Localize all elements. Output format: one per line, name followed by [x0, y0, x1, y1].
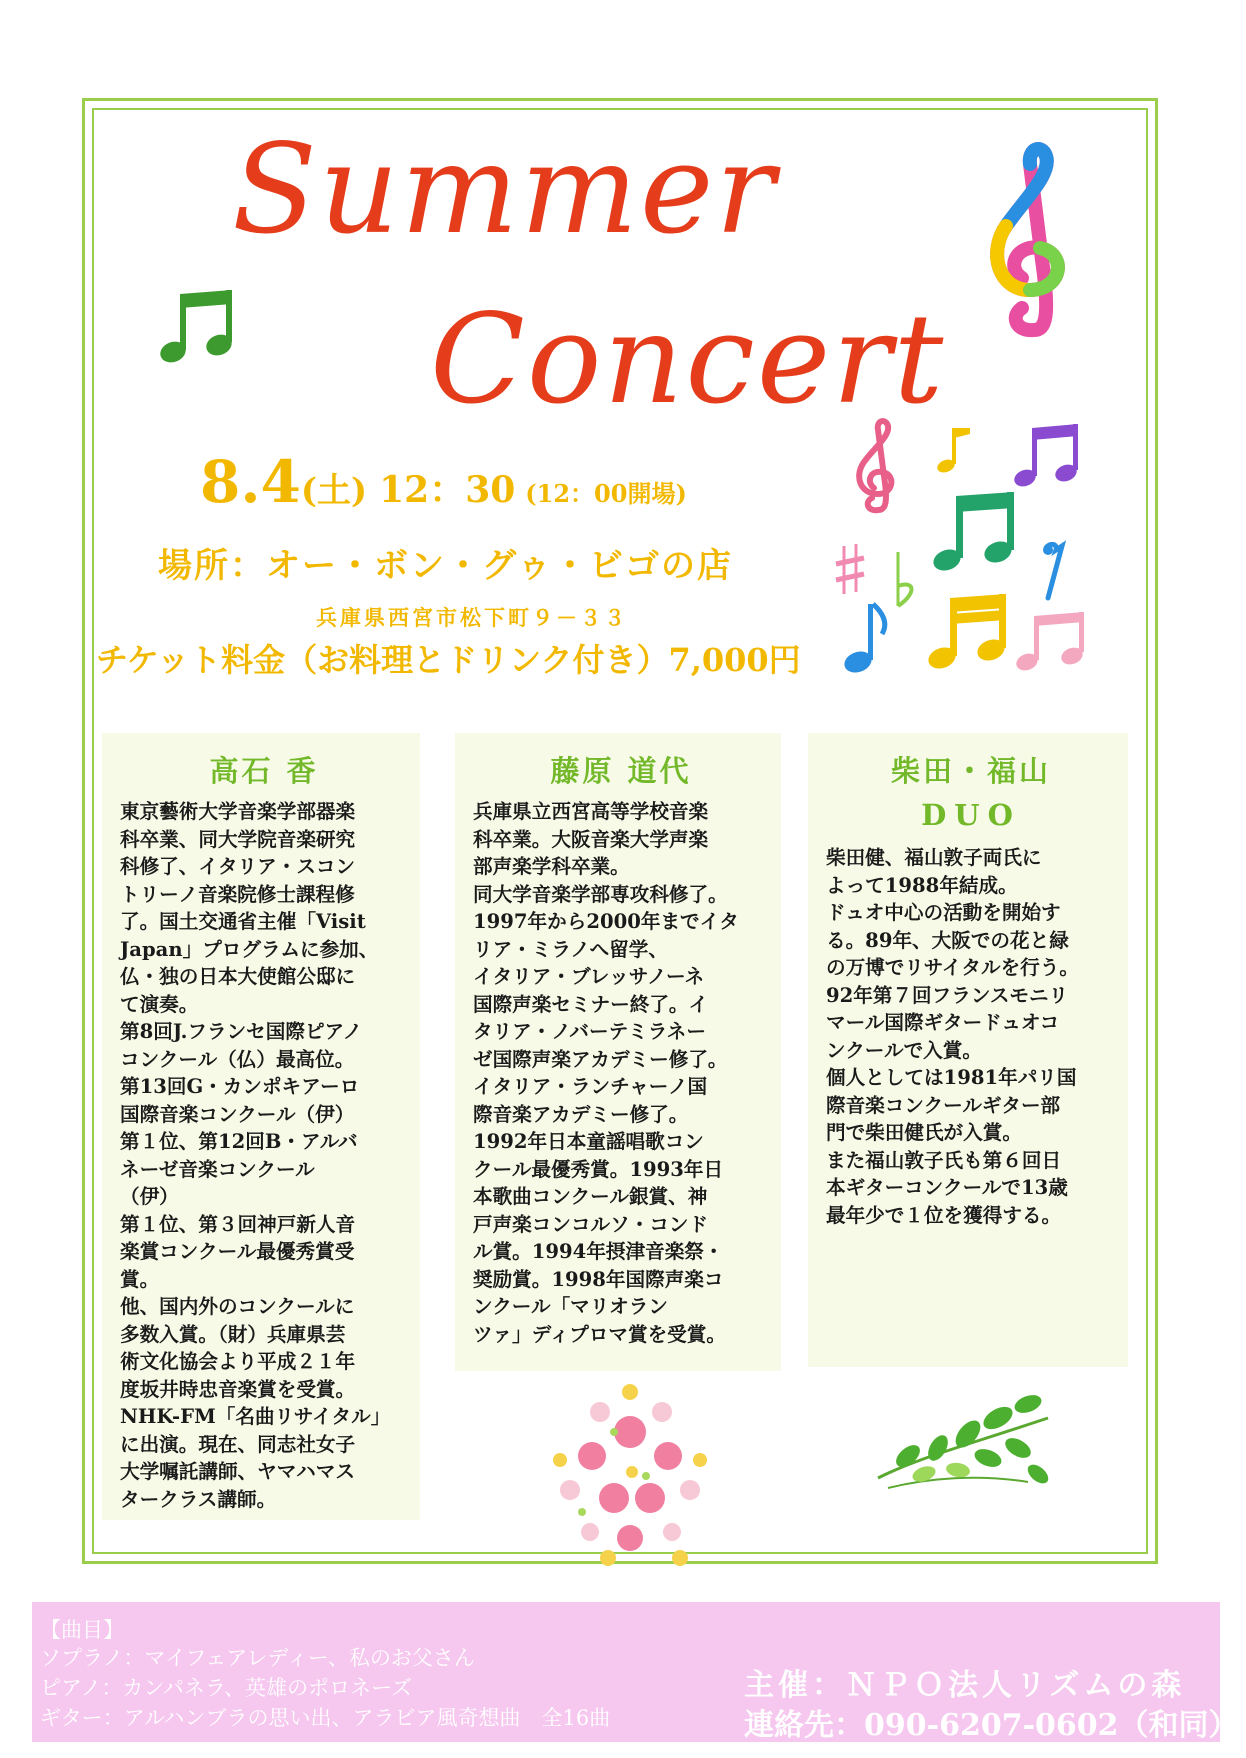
bio-line: トリーノ音楽院修士課程修 [120, 882, 355, 906]
bio-line: 際音楽アカデミー修了。 [473, 1102, 689, 1126]
event-date-line [200, 448, 687, 516]
bio-line: NHK-FM「名曲リサイタル」 [120, 1405, 391, 1428]
bio-line: 奨励賞。1998年国際声楽コ [473, 1267, 724, 1291]
bio-line: 賞。 [120, 1267, 160, 1291]
bio-line: 東京藝術大学音楽学部器楽 [120, 800, 356, 823]
event-day: (土) [300, 471, 368, 511]
bio-line: 科卒業、同大学院音楽研究 [120, 827, 356, 851]
bio-line: 際音楽コンクールギター部 [826, 1093, 1061, 1117]
title-concert: Concert [430, 288, 946, 432]
bio-line: 大学嘱託講師、ヤマハマス [120, 1460, 355, 1483]
sharp-pink-icon [834, 544, 866, 596]
program-piano: ピアノ：カンパネラ、英雄のポロネーズ [40, 1676, 413, 1700]
eighth-notes-pink-icon [1014, 610, 1088, 676]
bio-line: 科卒業。大阪音楽大学声楽 [473, 827, 709, 851]
performer-bio [826, 844, 1116, 1229]
treble-clef-pink-icon [850, 416, 902, 516]
event-venue: 場所：オー・ボン・グゥ・ビゴの店 [158, 546, 733, 586]
ticket-price: チケット料金（お料理とドリンク付き）7,000円 [96, 641, 801, 679]
bio-line: 科修了、イタリア・スコン [120, 855, 356, 878]
organizer: 主催：ＮＰＯ法人リズムの森 [744, 1668, 1186, 1703]
title-summer: Summer [232, 118, 777, 262]
bio-line: 第１位、第12回B・アルバ [120, 1130, 358, 1153]
bio-line: て演奏。 [120, 992, 199, 1016]
contact-info: 連絡先：090-6207-0602（和同） [744, 1708, 1239, 1743]
bio-line: リア・ミラノへ留学、 [473, 937, 668, 961]
bio-line: ツァ」ディプロマ賞を受賞。 [473, 1322, 726, 1346]
bio-line: 国際音楽コンクール（伊） [120, 1102, 355, 1126]
bio-line: 柴田健、福山敦子両氏に [826, 846, 1042, 869]
performer-bio [473, 798, 769, 1348]
bio-line: 本ギターコンクールで13歳 [826, 1176, 1068, 1199]
bio-line: 第8回J.フランセ国際ピアノ [120, 1020, 363, 1043]
bio-line: ゼ国際声楽アカデミー修了。 [473, 1047, 728, 1071]
performer-bio [120, 798, 408, 1513]
music-note-blue-icon [840, 600, 890, 680]
event-time: 12：30 [379, 469, 516, 511]
flat-green-icon [890, 550, 922, 610]
footer-band [32, 1602, 1239, 1743]
bio-line: よって1988年結成。 [826, 873, 1018, 897]
performer-name: 藤原 道代 [550, 754, 692, 788]
bio-line: また福山敦子氏も第６回日 [826, 1148, 1062, 1172]
flower-arrangement-icon [530, 1372, 730, 1572]
bio-line: （伊） [120, 1185, 179, 1208]
bio-line: 第13回G・カンポキアーロ [120, 1075, 360, 1098]
bio-line: コンクール（仏）最高位。 [120, 1047, 355, 1071]
bio-line: 1992年日本童謡唱歌コン [473, 1130, 704, 1153]
event-date: 8.4 [200, 448, 301, 516]
bio-line: 1997年から2000年までイタ [473, 910, 739, 933]
bio-line: 了。国土交通省主催「Visit [120, 910, 366, 933]
bio-line: イタリア・ランチャーノ国 [473, 1075, 708, 1098]
bio-line: 第１位、第３回神戸新人音 [120, 1212, 356, 1236]
event-address: 兵庫県西宮市松下町９－３３ [316, 605, 628, 630]
program-guitar: ギター：アルハンブラの思い出、アラビア風奇想曲 全16曲 [40, 1706, 611, 1730]
eighth-notes-green-icon [158, 288, 240, 370]
bio-line: 兵庫県立西宮高等学校音楽 [473, 800, 709, 823]
performer-panel-duo [808, 733, 1128, 1367]
bio-line: 部声楽学科卒業。 [473, 855, 630, 878]
bio-line: ドュオ中心の活動を開始す [826, 901, 1061, 924]
bio-line: の万博でリサイタルを行う。 [826, 956, 1079, 979]
treble-clef-rainbow-icon [976, 140, 1086, 340]
bio-line: ネーゼ音楽コンクール [120, 1157, 315, 1181]
eighth-notes-green-outline-icon [930, 490, 1020, 580]
performer-name: 高石 香 [209, 754, 319, 788]
bio-line: ンクール「マリオラン [473, 1295, 668, 1318]
bio-line: クール最優秀賞。1993年日 [473, 1157, 724, 1181]
bio-line: マール国際ギタードュオコ [826, 1011, 1060, 1034]
event-doors: (12：00開場) [525, 479, 687, 508]
bio-line: 国際声楽セミナー終了。イ [473, 992, 709, 1016]
program-soprano: ソプラノ：マイフェアレディー、私のお父さん [40, 1646, 475, 1670]
green-leaves-icon [868, 1378, 1058, 1508]
bio-line: 度坂井時忠音楽賞を受賞。 [120, 1377, 356, 1401]
program-heading: 【曲目】 [40, 1618, 124, 1642]
bio-line: 多数入賞。（財）兵庫県芸 [120, 1322, 346, 1346]
eighth-notes-purple-icon [1012, 424, 1082, 494]
bio-line: 92年第７回フランスモニリ [826, 983, 1069, 1007]
bio-line: イタリア・ブレッサノーネ [473, 965, 705, 988]
eighth-rest-blue-icon [1036, 538, 1072, 602]
bio-line: 門で柴田健氏が入賞。 [826, 1121, 1022, 1144]
music-note-yellow-small-icon [934, 424, 974, 484]
bio-line: 同大学音楽学部専攻科修了。 [473, 882, 728, 906]
performer-subtitle: DUO [921, 798, 1021, 832]
bio-line: タークラス講師。 [120, 1487, 277, 1511]
performer-panel-fujiwara [455, 733, 781, 1371]
bio-line: ンクールで入賞。 [826, 1038, 982, 1062]
bio-line: 楽賞コンクール最優秀賞受 [120, 1240, 355, 1263]
bio-line: 他、国内外のコンクールに [120, 1295, 355, 1318]
bio-line: 個人としては1981年パリ国 [826, 1066, 1077, 1089]
bio-line: 戸声楽コンコルソ・コンド [473, 1212, 709, 1236]
bio-line: 最年少で１位を獲得する。 [826, 1203, 1062, 1227]
bio-line: タリア・ノバーテミラネー [473, 1020, 706, 1043]
performer-name: 柴田・福山 [890, 754, 1051, 788]
bio-line: 仏・独の日本大使館公邸に [120, 965, 356, 988]
bio-line: Japan」プログラムに参加、 [120, 937, 379, 961]
performer-panel-takaishi [102, 733, 420, 1520]
bio-line: 本歌曲コンクール銀賞、神 [473, 1185, 708, 1208]
bio-line: に出演。現在、同志社女子 [120, 1432, 356, 1456]
bio-line: 術文化協会より平成２１年 [120, 1350, 356, 1373]
bio-line: ル賞。1994年摂津音楽祭・ [473, 1240, 724, 1263]
bio-line: る。89年、大阪での花と緑 [826, 928, 1069, 952]
eighth-notes-yellow-icon [926, 592, 1012, 678]
